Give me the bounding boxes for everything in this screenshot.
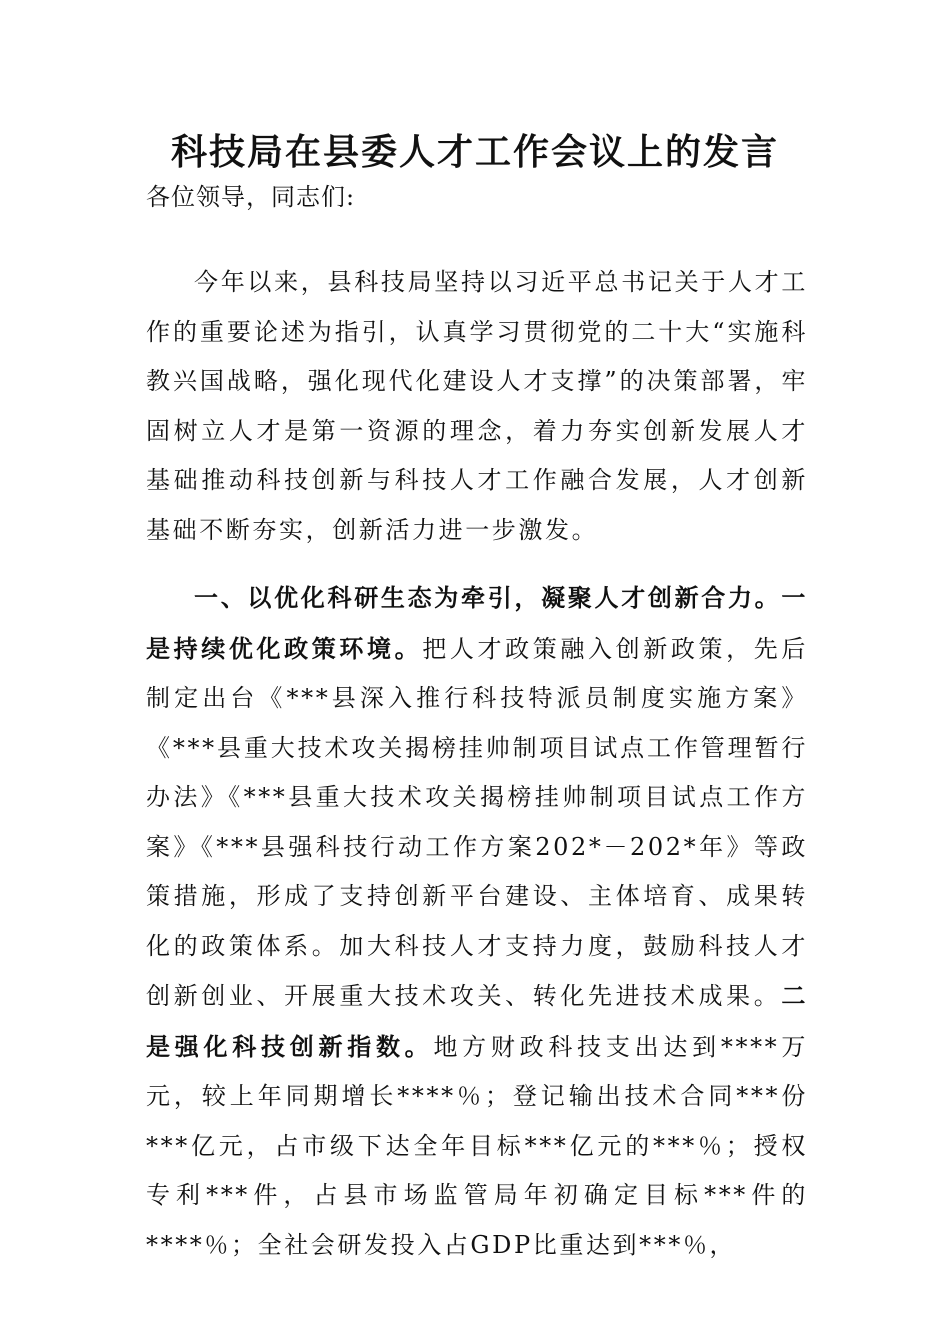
body-text-policy: 把人才政策融入创新政策，先后制定出台《***县深入推行科技特派员制度实施方案》《***县重大技术攻关揭榜挂帅制项目试点工作管理暂行办法》《***县重大技术攻关揭榜挂帅制项目试点工作方案》《***县强科技行动工作方案202*－202*年》等政策措施，形成了支持创新平台建设、主体培育、成果转化的政策体系。加大科技人才支持力度，鼓励科技人才创新创业、开展重大技术攻关、转化先进技术成果。 [146, 634, 809, 1010]
section-heading: 一、以优化科研生态为牵引，凝聚人才创新合力。 [194, 583, 782, 612]
paragraph-intro: 今年以来，县科技局坚持以习近平总书记关于人才工作的重要论述为指引，认真学习贯彻党的二十大“实施科教兴国战略，强化现代化建设人才支撑”的决策部署，牢固树立人才是第一资源的理念，着力夯实创新发展人才基础推动科技创新与科技人才工作融合发展，人才创新基础不断夯实，创新活力进一步激发。 [146, 268, 808, 544]
paragraph-section-one [146, 573, 808, 1270]
document-title: 科技局在县委人才工作会议上的发言 [170, 131, 779, 173]
body-text-index: 地方财政科技支出达到****万元，较上年同期增长****％；登记输出技术合同***份***亿元，占市级下达全年目标***亿元的***％；授权专利***件，占县市场监管局年初确定目标***件的****％；全社会研发投入占GDP比重达到***％， [146, 1032, 809, 1259]
salutation: 各位领导，同志们: [146, 183, 356, 211]
subheading-policy-environment: 一是持续优化政策环境。 [146, 583, 808, 663]
subheading-innovation-index: 二是强化科技创新指数。 [146, 981, 808, 1061]
